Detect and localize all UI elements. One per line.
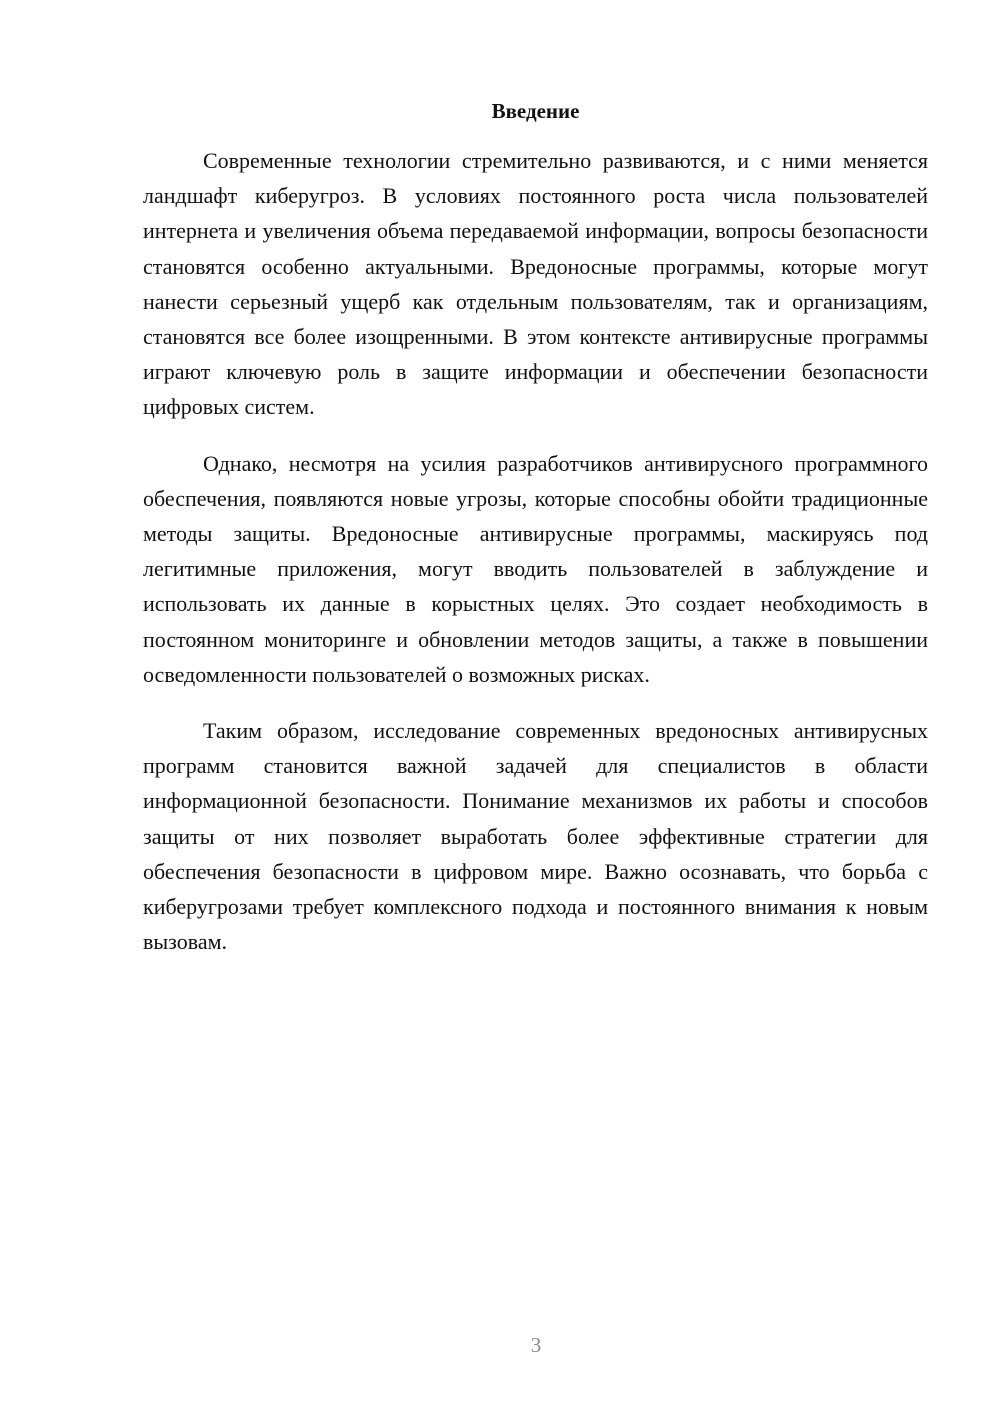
section-heading: Введение bbox=[491, 99, 580, 123]
paragraph-1: Современные технологии стремительно развиваются, и с ними меняется ландшафт киберугроз. В условиях постоянного роста числа пользователей интернета и увеличения объема передаваемой информации, вопросы безопасности становятся особенно актуальными. Вредоносные программы, которые могут нанести серьезный ущерб как отдельным пользователям, так и организациям, становятся все более изощренными. В этом контексте антивирусные программы играют ключевую роль в защите информации и обеспечении безопасности цифровых систем. bbox=[143, 148, 928, 420]
paragraph-3: Таким образом, исследование современных вредоносных антивирусных программ становится важной задачей для специалистов в области информационной безопасности. Понимание механизмов их работы и способов защиты от них позволяет выработать более эффективные стратегии для обеспечения безопасности в цифровом мире. Важно осознавать, что борьба с киберугрозами требует комплексного подхода и постоянного внимания к новым вызовам. bbox=[143, 718, 928, 955]
paragraph-2: Однако, несмотря на усилия разработчиков антивирусного программного обеспечения, появляются новые угрозы, которые способны обойти традиционные методы защиты. Вредоносные антивирусные программы, маскируясь под легитимные приложения, могут вводить пользователей в заблуждение и использовать их данные в корыстных целях. Это создает необходимость в постоянном мониторинге и обновлении методов защиты, а также в повышении осведомленности пользователей о возможных рисках. bbox=[143, 450, 928, 687]
page-number: 3 bbox=[530, 1333, 542, 1357]
page-content bbox=[143, 96, 928, 980]
